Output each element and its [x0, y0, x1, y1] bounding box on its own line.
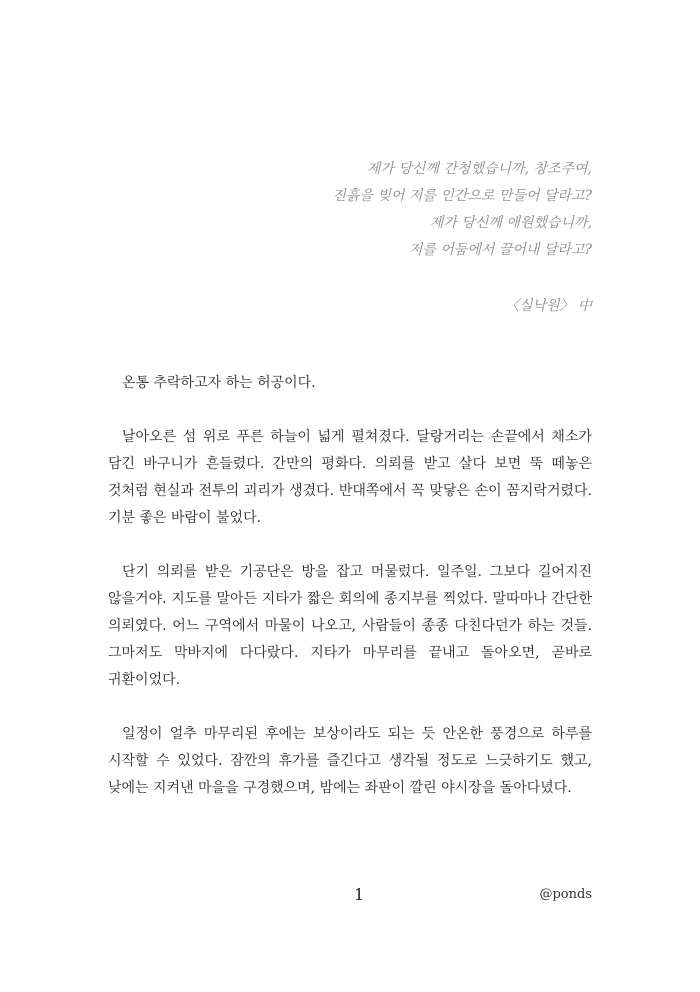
paragraph: 온통 추락하고자 하는 허공이다.: [122, 375, 316, 391]
epigraph-line: 진흙을 빚어 저를 인간으로 만들어 달라고?: [332, 188, 592, 204]
page-footer: [0, 885, 700, 909]
epigraph-line: 제가 당신께 간청했습니까, 창조주여,: [366, 161, 592, 177]
author-handle: @ponds: [539, 887, 592, 902]
epigraph-line: 제가 당신께 애원했습니까,: [429, 215, 592, 231]
paragraph: 날아오른 섬 위로 푸른 하늘이 넓게 펼쳐졌다. 달랑거리는 손끝에서 채소가 담긴 바구니가 흔들렸다. 간만의 평화다. 의뢰를 받고 살다 보면 뚝 떼놓은 것처럼 현실과 전투의 괴리가 생겼다. 반대쪽에서 꼭 맞닿은 손이 꼼지락거렸다. 기분 좋은 바람이 불었다.: [108, 429, 592, 526]
epigraph-line: 저를 어둠에서 끌어내 달라고?: [408, 242, 592, 258]
paragraph: 일정이 얼추 마무리된 후에는 보상이라도 되는 듯 안온한 풍경으로 하루를 시작할 수 있었다. 잠깐의 휴가를 즐긴다고 생각될 정도로 느긋하기도 했고, 낮에는 지켜낸 마을을 구경했으며, 밤에는 좌판이 깔린 야시장을 돌아다녔다.: [108, 726, 592, 796]
paragraph: 단기 의뢰를 받은 기공단은 방을 잡고 머물렀다. 일주일. 그보다 길어지진 않을거야. 지도를 말아든 지타가 짧은 회의에 종지부를 찍었다. 말따마나 간단한 의뢰였다. 어느 구역에서 마물이 나오고, 사람들이 종종 다친다던가 하는 것들. 그마저도 막바지에 다다랐다. 지타가 마무리를 끝내고 돌아오면, 곧바로 귀환이었다.: [108, 564, 592, 688]
page-number: 1: [354, 885, 365, 904]
body-text: [108, 370, 592, 829]
epigraph-source: 〈실낙원〉 中: [504, 298, 592, 314]
epigraph: [112, 156, 592, 320]
